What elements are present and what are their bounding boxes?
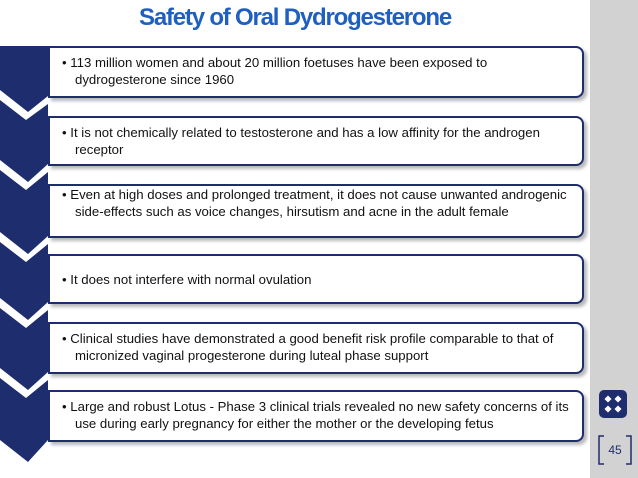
bullet-box-6	[48, 390, 584, 442]
chevron-5	[0, 308, 48, 390]
bullet-box-3	[48, 184, 584, 238]
bullet-box-5	[48, 322, 584, 374]
bullet-text: • It does not interfere with normal ovulation	[62, 272, 312, 287]
bullet-box-2	[48, 116, 584, 166]
four-diamond-logo-icon	[599, 390, 627, 418]
bullet-text: • It is not chemically related to testosterone and has a low affinity for the androgen receptor	[62, 125, 540, 157]
bullet-text: • 113 million women and about 20 million foetuses have been exposed to dydrogesterone since 1960	[62, 55, 488, 87]
chevron-4	[0, 242, 48, 320]
chevron-1	[0, 46, 48, 112]
bullet-text: • Large and robust Lotus - Phase 3 clinical trials revealed no new safety concerns of its use during early pregnancy for either the mother or the developing fetus	[62, 399, 569, 431]
chevron-3	[0, 170, 48, 254]
slide-title: Safety of Oral Dydrogesterone	[139, 4, 451, 31]
chevron-2	[0, 100, 48, 182]
chevron-6	[0, 378, 48, 462]
bullet-text: • Clinical studies have demonstrated a good benefit risk profile comparable to that of micronized vaginal progesterone during luteal phase support	[62, 331, 554, 363]
page-number: 45	[608, 443, 622, 457]
bullet-box-1	[48, 46, 584, 98]
bullet-box-4	[48, 254, 584, 304]
bullet-text: • Even at high doses and prolonged treatment, it does not cause unwanted androgenic side-effects such as voice changes, hirsutism and acne in the adult female	[62, 187, 567, 219]
